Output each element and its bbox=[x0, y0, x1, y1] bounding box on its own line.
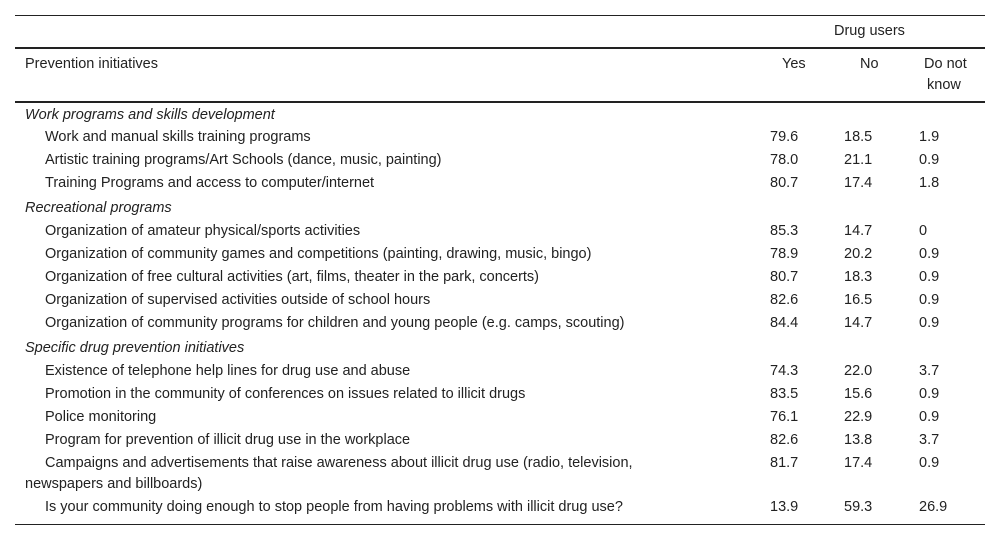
row-label: Existence of telephone help lines for drug use and abuse bbox=[45, 363, 411, 379]
value-dnk: 0.9 bbox=[919, 455, 940, 471]
value-dnk: 0.9 bbox=[919, 269, 940, 285]
row-label: Organization of amateur physical/sports activities bbox=[45, 223, 361, 239]
value-no: 18.5 bbox=[844, 129, 873, 145]
row-label: Program for prevention of illicit drug use in the workplace bbox=[45, 432, 411, 448]
row-label: Organization of community programs for children and young people (e.g. camps, scouting) bbox=[45, 315, 625, 331]
value-yes: 74.3 bbox=[770, 363, 799, 379]
value-no: 16.5 bbox=[844, 292, 873, 308]
value-no: 14.7 bbox=[844, 223, 873, 239]
value-yes: 13.9 bbox=[770, 499, 799, 515]
bottom-rule bbox=[15, 524, 985, 525]
section-title: Specific drug prevention initiatives bbox=[25, 340, 245, 356]
value-yes: 79.6 bbox=[770, 129, 799, 145]
row-label: Police monitoring bbox=[45, 409, 157, 425]
value-yes: 82.6 bbox=[770, 292, 799, 308]
value-no: 14.7 bbox=[844, 315, 873, 331]
value-dnk: 0.9 bbox=[919, 152, 940, 168]
value-dnk: 1.9 bbox=[919, 129, 940, 145]
group-header-rule bbox=[15, 47, 985, 49]
value-yes: 82.6 bbox=[770, 432, 799, 448]
row-label-continuation: newspapers and billboards) bbox=[25, 476, 203, 492]
value-no: 21.1 bbox=[844, 152, 873, 168]
value-yes: 80.7 bbox=[770, 269, 799, 285]
value-dnk: 3.7 bbox=[919, 432, 940, 448]
row-label: Artistic training programs/Art Schools (dance, music, painting) bbox=[45, 152, 442, 168]
col-header-do-not-know-line1: Do not bbox=[924, 56, 967, 72]
col-header-initiatives: Prevention initiatives bbox=[25, 56, 158, 72]
value-yes: 76.1 bbox=[770, 409, 799, 425]
value-no: 59.3 bbox=[844, 499, 873, 515]
value-no: 17.4 bbox=[844, 455, 873, 471]
value-no: 13.8 bbox=[844, 432, 873, 448]
value-dnk: 0.9 bbox=[919, 246, 940, 262]
value-dnk: 0.9 bbox=[919, 409, 940, 425]
top-rule bbox=[15, 15, 985, 16]
value-yes: 84.4 bbox=[770, 315, 799, 331]
value-dnk: 26.9 bbox=[919, 499, 948, 515]
section-title: Recreational programs bbox=[25, 200, 172, 216]
row-label: Work and manual skills training programs bbox=[45, 129, 311, 145]
value-yes: 85.3 bbox=[770, 223, 799, 239]
value-dnk: 1.8 bbox=[919, 175, 940, 191]
value-no: 15.6 bbox=[844, 386, 873, 402]
value-yes: 83.5 bbox=[770, 386, 799, 402]
value-yes: 81.7 bbox=[770, 455, 799, 471]
row-label: Promotion in the community of conferences on issues related to illicit drugs bbox=[45, 386, 526, 402]
value-dnk: 3.7 bbox=[919, 363, 940, 379]
value-dnk: 0.9 bbox=[919, 292, 940, 308]
col-header-no: No bbox=[860, 56, 879, 72]
row-label: Organization of free cultural activities (art, films, theater in the park, concerts) bbox=[45, 269, 540, 285]
value-no: 20.2 bbox=[844, 246, 873, 262]
value-no: 17.4 bbox=[844, 175, 873, 191]
section-title: Work programs and skills development bbox=[25, 107, 275, 123]
value-no: 22.9 bbox=[844, 409, 873, 425]
header-bottom-rule bbox=[15, 101, 985, 103]
value-dnk: 0.9 bbox=[919, 386, 940, 402]
value-yes: 80.7 bbox=[770, 175, 799, 191]
value-dnk: 0.9 bbox=[919, 315, 940, 331]
col-header-yes: Yes bbox=[782, 56, 806, 72]
row-label: Organization of supervised activities outside of school hours bbox=[45, 292, 431, 308]
row-label: Training Programs and access to computer/internet bbox=[45, 175, 375, 191]
value-yes: 78.9 bbox=[770, 246, 799, 262]
row-label: Organization of community games and competitions (painting, drawing, music, bingo) bbox=[45, 246, 592, 262]
value-no: 22.0 bbox=[844, 363, 873, 379]
col-header-do-not-know-line2: know bbox=[927, 77, 961, 93]
row-label: Campaigns and advertisements that raise awareness about illicit drug use (radio, television, bbox=[45, 455, 633, 471]
value-yes: 78.0 bbox=[770, 152, 799, 168]
drug-users-group-label: Drug users bbox=[834, 23, 905, 39]
value-no: 18.3 bbox=[844, 269, 873, 285]
row-label: Is your community doing enough to stop people from having problems with illicit drug use? bbox=[45, 499, 623, 515]
value-dnk: 0 bbox=[919, 223, 928, 239]
